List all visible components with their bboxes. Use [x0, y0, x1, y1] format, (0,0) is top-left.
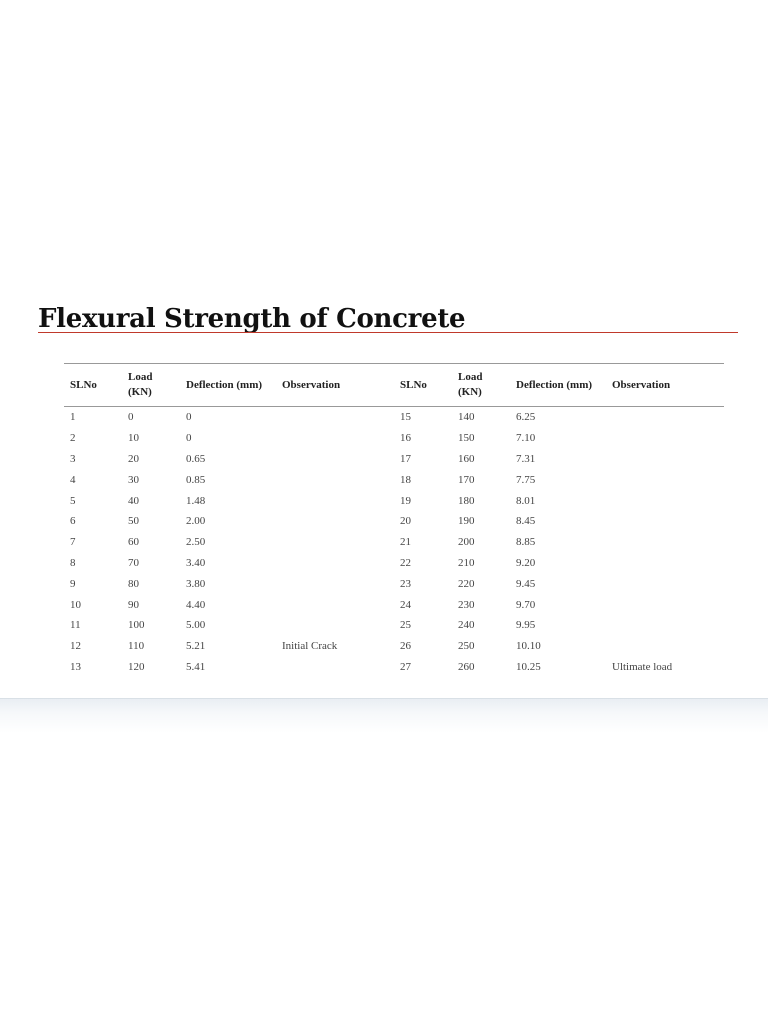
- cell-deflection: 8.45: [516, 515, 536, 528]
- table-row: [64, 449, 724, 470]
- cell-load: 180: [458, 494, 475, 507]
- cell-observation: Ultimate load: [612, 660, 673, 673]
- cell-observation: [606, 469, 724, 490]
- cell-slno: 3: [70, 452, 76, 465]
- table-row: [64, 511, 724, 532]
- cell-deflection: 5.21: [186, 640, 206, 653]
- cell-deflection: 9.70: [516, 598, 536, 611]
- cell-slno: 16: [400, 432, 411, 445]
- cell-deflection: 9.20: [516, 556, 536, 569]
- cell-observation: [606, 594, 724, 615]
- cell-load: 40: [128, 494, 139, 507]
- cell-load: 220: [458, 577, 475, 590]
- cell-deflection: 0: [186, 432, 192, 445]
- cell-slno: 6: [70, 515, 76, 528]
- cell-slno: 17: [400, 452, 411, 465]
- cell-load: 210: [458, 556, 475, 569]
- table-row: [64, 615, 724, 636]
- cell-observation: [606, 490, 724, 511]
- cell-slno: 10: [70, 598, 81, 611]
- cell-load: 150: [458, 432, 475, 445]
- cell-load: 70: [128, 556, 139, 569]
- cell-load: 200: [458, 536, 475, 549]
- cell-deflection: 5.00: [186, 619, 206, 632]
- cell-observation: [276, 532, 394, 553]
- cell-load: 230: [458, 598, 475, 611]
- cell-deflection: 10.25: [516, 660, 541, 673]
- cell-deflection: 0: [186, 411, 192, 424]
- header-deflection: Deflection (mm): [186, 378, 263, 391]
- cell-observation: Initial Crack: [282, 640, 338, 653]
- cell-deflection: 7.31: [516, 452, 536, 465]
- cell-observation: [276, 615, 394, 636]
- header-slno: SLNo: [70, 378, 97, 391]
- cell-slno: 12: [70, 640, 81, 653]
- cell-load: 10: [128, 432, 139, 445]
- header-slno: SLNo: [400, 378, 427, 391]
- cell-deflection: 5.41: [186, 660, 206, 673]
- cell-observation: [276, 511, 394, 532]
- table-row: [64, 407, 724, 428]
- cell-slno: 24: [400, 598, 411, 611]
- cell-deflection: 9.45: [516, 577, 536, 590]
- cell-load: 80: [128, 577, 139, 590]
- cell-slno: 5: [70, 494, 76, 507]
- cell-slno: 22: [400, 556, 411, 569]
- slide-bottom-edge: [0, 698, 768, 733]
- cell-deflection: 1.48: [186, 494, 206, 507]
- cell-load: 170: [458, 473, 475, 486]
- cell-slno: 4: [70, 473, 76, 486]
- cell-deflection: 4.40: [186, 598, 206, 611]
- cell-load: 30: [128, 473, 139, 486]
- slide-title: Flexural Strength of Concrete: [38, 304, 466, 334]
- cell-load: 240: [458, 619, 475, 632]
- table-row: [64, 490, 724, 511]
- cell-observation: [276, 573, 394, 594]
- header-load: Load (KN): [128, 371, 153, 398]
- cell-slno: 13: [70, 660, 81, 673]
- cell-slno: 25: [400, 619, 411, 632]
- cell-load: 160: [458, 452, 475, 465]
- cell-observation: [606, 573, 724, 594]
- flexural-strength-table: [64, 363, 724, 677]
- cell-load: 50: [128, 515, 139, 528]
- cell-load: 140: [458, 411, 475, 424]
- cell-slno: 7: [70, 536, 76, 549]
- table-row: [64, 553, 724, 574]
- cell-observation: [606, 553, 724, 574]
- cell-observation: [276, 490, 394, 511]
- cell-deflection: 0.85: [186, 473, 206, 486]
- title-underline: [38, 332, 738, 333]
- cell-load: 120: [128, 660, 145, 673]
- header-observation: Observation: [612, 378, 671, 391]
- header-load: Load (KN): [458, 371, 483, 398]
- cell-observation: [606, 636, 724, 657]
- cell-observation: [606, 615, 724, 636]
- cell-deflection: 7.10: [516, 432, 536, 445]
- cell-slno: 8: [70, 556, 76, 569]
- cell-deflection: 8.85: [516, 536, 536, 549]
- table-row: [64, 657, 724, 678]
- cell-observation: [276, 553, 394, 574]
- cell-deflection: 3.80: [186, 577, 206, 590]
- cell-deflection: 3.40: [186, 556, 206, 569]
- cell-slno: 15: [400, 411, 411, 424]
- cell-observation: [606, 449, 724, 470]
- cell-load: 110: [128, 640, 145, 653]
- cell-deflection: 10.10: [516, 640, 541, 653]
- cell-deflection: 6.25: [516, 411, 536, 424]
- cell-observation: [276, 657, 394, 678]
- table-row: [64, 532, 724, 553]
- cell-observation: [276, 469, 394, 490]
- table-row: [64, 594, 724, 615]
- cell-load: 100: [128, 619, 145, 632]
- cell-load: 20: [128, 452, 139, 465]
- cell-slno: 19: [400, 494, 411, 507]
- cell-observation: [276, 594, 394, 615]
- cell-slno: 9: [70, 577, 76, 590]
- cell-load: 90: [128, 598, 139, 611]
- cell-observation: [606, 428, 724, 449]
- cell-load: 60: [128, 536, 139, 549]
- cell-slno: 20: [400, 515, 411, 528]
- cell-slno: 27: [400, 660, 411, 673]
- cell-slno: 2: [70, 432, 76, 445]
- cell-observation: [276, 407, 394, 428]
- table-row: [64, 636, 724, 657]
- cell-observation: [606, 407, 724, 428]
- cell-deflection: 0.65: [186, 452, 206, 465]
- cell-slno: 1: [70, 411, 76, 424]
- cell-load: 0: [128, 411, 134, 424]
- table-row: [64, 469, 724, 490]
- cell-deflection: 7.75: [516, 473, 536, 486]
- table-body: [64, 407, 724, 678]
- cell-observation: [276, 428, 394, 449]
- cell-deflection: 2.50: [186, 536, 206, 549]
- cell-load: 190: [458, 515, 475, 528]
- table-row: [64, 573, 724, 594]
- cell-deflection: 8.01: [516, 494, 536, 507]
- cell-deflection: 9.95: [516, 619, 536, 632]
- header-deflection: Deflection (mm): [516, 378, 593, 391]
- cell-slno: 18: [400, 473, 411, 486]
- cell-observation: [606, 511, 724, 532]
- cell-slno: 21: [400, 536, 411, 549]
- cell-observation: [606, 532, 724, 553]
- cell-load: 250: [458, 640, 475, 653]
- cell-slno: 26: [400, 640, 411, 653]
- table-row: [64, 428, 724, 449]
- table-header-row: [64, 364, 724, 407]
- cell-slno: 23: [400, 577, 411, 590]
- cell-slno: 11: [70, 619, 81, 632]
- cell-load: 260: [458, 660, 475, 673]
- cell-deflection: 2.00: [186, 515, 206, 528]
- header-observation: Observation: [282, 378, 341, 391]
- cell-observation: [276, 449, 394, 470]
